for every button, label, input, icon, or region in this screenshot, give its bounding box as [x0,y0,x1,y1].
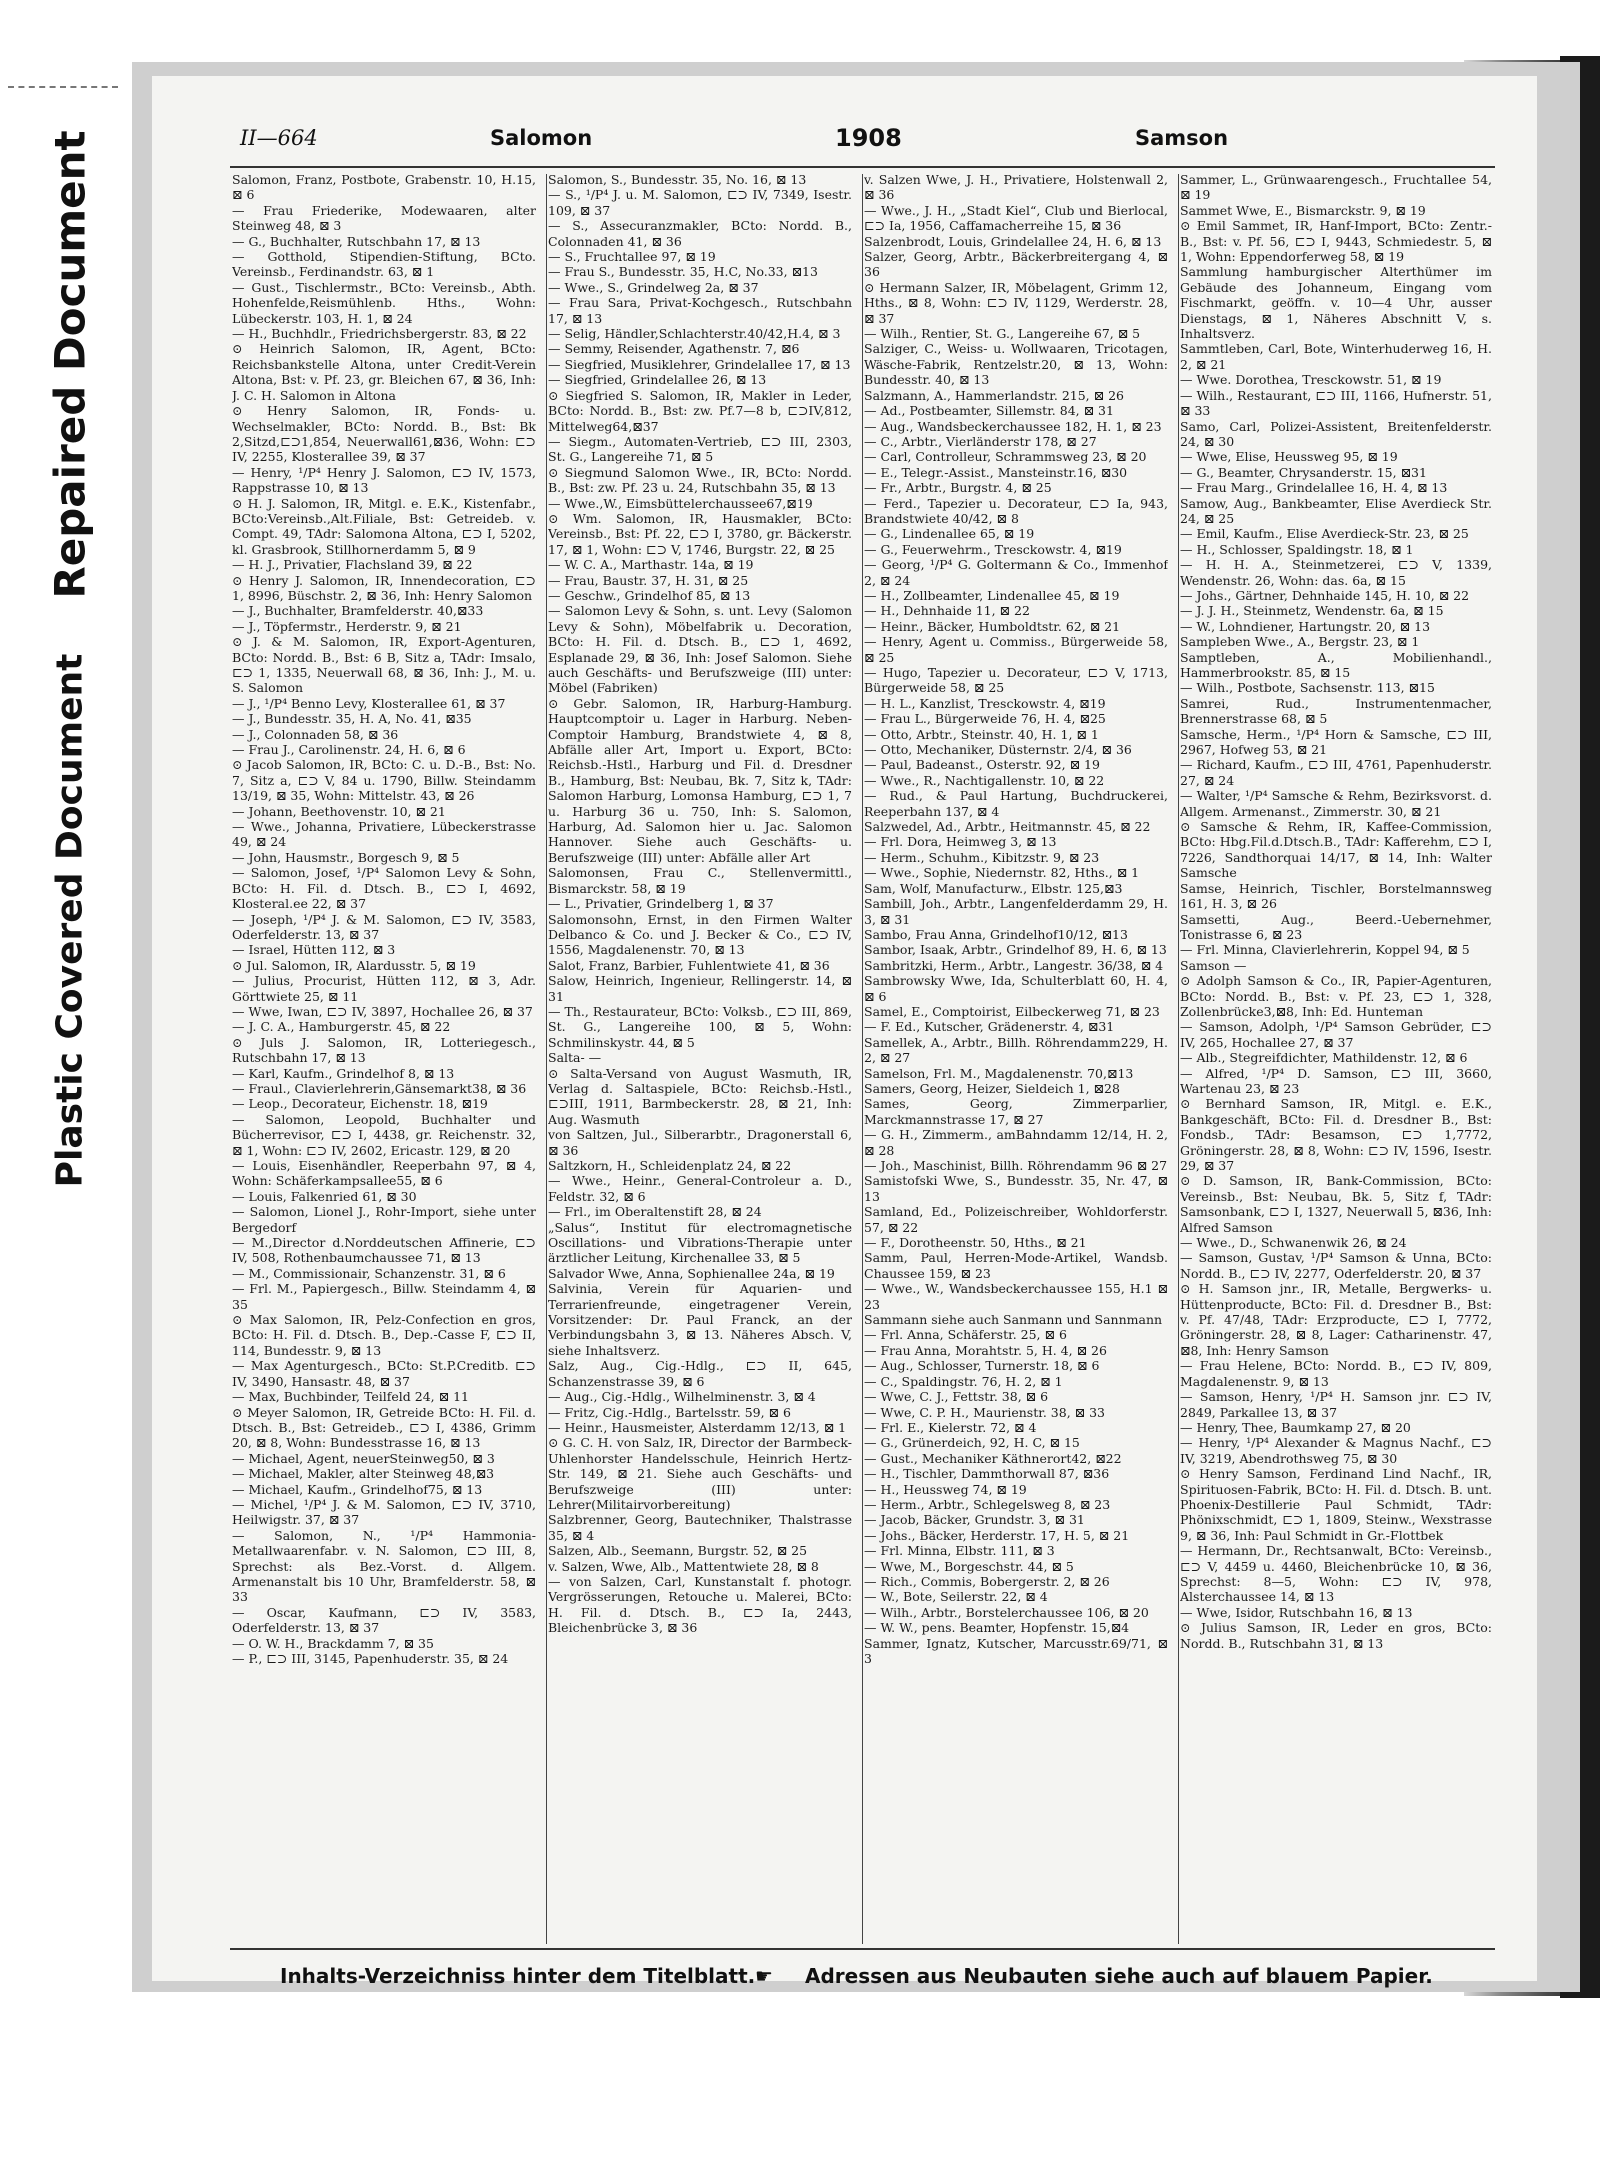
directory-entry: Sambor, Isaak, Arbtr., Grindelhof 89, H. 6, ⊠ 13 [864,942,1167,958]
directory-entry: ⊙ Siegmund Salomon Wwe., IR, BCto: Nordd. B., Bst: zw. Pf. 23 u. 24, Rutschbahn 35, ⊠ 13 [548,464,852,496]
directory-entry: — G., Lindenallee 65, ⊠ 19 [864,526,1035,542]
directory-entry: — J., Colonnaden 58, ⊠ 36 [232,726,399,742]
directory-entry: — Siegfried, Musiklehrer, Grindelallee 17, ⊠ 13 [548,356,851,372]
directory-entry: ⊙ Henry Salomon, IR, Fonds- u. Wechselmakler, BCto: Nordd. B., Bst: Bk 2,Sitzd,⊏⊃1,854, Neuerwall61,⊠36, Wohn: ⊏⊃ IV, 2255, Klosterallee 39, ⊠ 37 [232,403,536,465]
directory-entry: — Johs., Bäcker, Herderstr. 17, H. 5, ⊠ 21 [864,1527,1130,1543]
directory-entry: — Henry, ¹/P⁴ Henry J. Salomon, ⊏⊃ IV, 1573, Rappstrasse 10, ⊠ 13 [232,464,536,496]
directory-entry: Salomonsohn, Ernst, in den Firmen Walter Delbanco & Co. und J. Becker & Co., ⊏⊃ IV, 1556, Magdalenenstr. 70, ⊠ 13 [548,911,852,958]
directory-entry: — Heinr., Bäcker, Humboldtstr. 62, ⊠ 21 [864,618,1121,634]
directory-entry: Salta- — [548,1050,602,1066]
footer-left-text: Inhalts-Verzeichniss hinter dem Titelblatt. [280,1964,756,1988]
directory-entry: Samow, Aug., Bankbeamter, Elise Averdieck Str. 24, ⊠ 25 [1180,495,1492,526]
directory-entry: — Otto, Arbtr., Steinstr. 40, H. 1, ⊠ 1 [864,726,1099,742]
directory-entry: — Wwe. Dorothea, Tresckowstr. 51, ⊠ 19 [1180,372,1442,388]
directory-entry: ⊙ Henry Samson, Ferdinand Lind Nachf., IR, Spirituosen-Fabrik, BCto: H. Fil. d. Dtsch. B. unt. Phoenix-Destillerie Paul Schmidt, TAdr: Phönixschmidt, ⊏⊃ 1, 1809, Steinw., Wexstrasse 9, ⊠ 36, Inh: Paul Schmidt in Gr.-Flottbek [1180,1466,1492,1543]
directory-entry: — Frau Anna, Morahtstr. 5, H. 4, ⊠ 26 [864,1342,1107,1358]
directory-entry: Samson — [1180,957,1247,973]
directory-entry: — Herm., Arbtr., Schlegelsweg 8, ⊠ 23 [864,1496,1111,1512]
directory-entry: — H., Tischler, Dammthorwall 87, ⊠36 [864,1466,1110,1482]
directory-entry: — Gust., Tischlermstr., BCto: Vereinsb., Abth. Hohenfelde,Reismühlenb. Hths., Wohn: Lübeckerstr. 103, H. 1, ⊠ 24 [232,279,536,326]
directory-columns [232,172,1496,1944]
directory-entry: ⊙ Henry J. Salomon, IR, Innendecoration, ⊏⊃ 1, 8996, Büschstr. 2, ⊠ 36, Inh: Henry Salomon [232,572,536,603]
directory-entry: — M.,Director d.Norddeutschen Affinerie, ⊏⊃ IV, 508, Rothenbaumchaussee 71, ⊠ 13 [232,1235,536,1266]
page-header [240,124,1485,158]
directory-entry: — Wwe., Heinr., General-Controleur a. D., Feldstr. 32, ⊠ 6 [548,1173,852,1204]
pointing-hand-icon: ☛ [755,1964,773,1988]
directory-entry: Samers, Georg, Heizer, Sieldeich 1, ⊠28 [864,1080,1120,1096]
directory-entry: — Joh., Maschinist, Billh. Röhrendamm 96 ⊠ 27 [864,1158,1168,1173]
directory-entry: — Wwe, Elise, Heussweg 95, ⊠ 19 [1180,449,1398,465]
directory-entry: — Rud., & Paul Hartung, Buchdruckerei, Reeperbahn 137, ⊠ 4 [864,788,1168,819]
side-strip [0,0,120,2177]
directory-entry: Sammann siehe auch Sanmann und Sannmann [864,1312,1163,1328]
directory-entry: — Fr., Arbtr., Burgstr. 4, ⊠ 25 [864,480,1052,496]
directory-entry: ⊙ Heinrich Salomon, IR, Agent, BCto: Reichsbankstelle Altona, unter Credit-Verein Altona, Bst: v. Pf. 23, gr. Bleichen 67, ⊠ 36, Inh: J. C. H. Salomon in Altona [232,341,536,403]
directory-entry: ⊙ H. J. Salomon, IR, Mitgl. e. E.K., Kistenfabr., BCto:Vereinsb.,Alt.Filiale, Bst: Getreideb. v. Compt. 49, TAdr: Salomona Altona, ⊏⊃ I, 5202, kl. Grasbrook, Stillhornerdamm 5, ⊠ 9 [232,495,536,557]
directory-entry: — Wwe., Sophie, Niedernstr. 82, Hths., ⊠ 1 [864,865,1140,881]
directory-entry: — Aug., Schlosser, Turnerstr. 18, ⊠ 6 [864,1358,1100,1374]
directory-entry: — Alfred, ¹/P⁴ D. Samson, ⊏⊃ III, 3660, Wartenau 23, ⊠ 23 [1180,1065,1492,1096]
directory-entry: ⊙ Bernhard Samson, IR, Mitgl. e. E.K., Bankgeschäft, BCto: Fil. d. Dresdner B., Bst: Fondsb., TAdr: Besamson, ⊏⊃ 1,7772, Gröningerstr. 28, ⊠ 8, Wohn: ⊏⊃ IV, 1596, Isestr. 29, ⊠ 37 [1180,1096,1492,1173]
directory-entry: Samland, Ed., Polizeischreiber, Wohldorferstr. 57, ⊠ 22 [864,1204,1168,1235]
directory-entry: Saltzkorn, H., Schleidenplatz 24, ⊠ 22 [548,1158,792,1173]
directory-entry: — Herm., Schuhm., Kibitzstr. 9, ⊠ 23 [864,849,1100,865]
directory-entry: — von Salzen, Carl, Kunstanstalt f. photogr. Vergrösserungen, Retouche u. Malerei, BCto: H. Fil. d. Dtsch. B., ⊏⊃ Ia, 2443, Bleichenbrücke 3, ⊠ 36 [548,1573,852,1636]
directory-entry: — G., Buchhalter, Rutschbahn 17, ⊠ 13 [232,233,481,249]
directory-entry: — Samson, Gustav, ¹/P⁴ Samson & Unna, BCto: Nordd. B., ⊏⊃ IV, 2277, Oderfelderstr. 20, ⊠ 37 [1180,1250,1492,1281]
directory-entry: — G., Grünerdeich, 92, H. C, ⊠ 15 [864,1435,1080,1451]
directory-entry: Sammtleben, Carl, Bote, Winterhuderweg 16, H. 2, ⊠ 21 [1180,341,1492,372]
directory-entry: ⊙ Siegfried S. Salomon, IR, Makler in Leder, BCto: Nordd. B., Bst: zw. Pf.7—8 b, ⊏⊃IV,812, Mittelweg64,⊠37 [548,387,852,434]
directory-entry: — Leop., Decorateur, Eichenstr. 18, ⊠19 [232,1096,488,1112]
directory-entry: — F. Ed., Kutscher, Grädenerstr. 4, ⊠31 [864,1019,1115,1035]
directory-entry: Salvinia, Verein für Aquarien- und Terrarienfreunde, eingetragener Verein, Vorsitzender: Dr. Paul Franck, an der Verbindungsbahn 3, ⊠ 13. Näheres Absch. V, siehe Inhaltsverz. [548,1281,852,1358]
directory-entry: — J., Bundesstr. 35, H. A, No. 41, ⊠35 [232,711,472,727]
directory-entry: ⊙ Emil Sammet, IR, Hanf-Import, BCto: Zentr.-B., Bst: v. Pf. 56, ⊏⊃ I, 9443, Schmiedestr. 5, ⊠ 1, Wohn: Eppendorferweg 58, ⊠ 19 [1180,218,1492,265]
directory-entry: — Salomon, Lionel J., Rohr-Import, siehe unter Bergedorf [232,1204,536,1235]
directory-entry: — Paul, Badeanst., Osterstr. 92, ⊠ 19 [864,757,1100,773]
directory-entry: — Emil, Kaufm., Elise Averdieck-Str. 23, ⊠ 25 [1180,526,1469,542]
side-label-bottom: Plastic Covered Document [49,653,91,1187]
directory-entry: — O. W. H., Brackdamm 7, ⊠ 35 [232,1635,434,1651]
directory-entry: ⊙ D. Samson, IR, Bank-Commission, BCto: Vereinsb., Bst: Neubau, Bk. 5, Sitz f, TAdr: Samsonbank, ⊏⊃ I, 1327, Neuerwall 5, ⊠36, Inh: Alfred Samson [1180,1173,1492,1235]
directory-entry: Salzmann, A., Hammerlandstr. 215, ⊠ 26 [864,387,1124,403]
directory-entry: — Frau Sara, Privat-Kochgesch., Rutschbahn 17, ⊠ 13 [548,295,852,326]
directory-entry: — J., Töpfermstr., Herderstr. 9, ⊠ 21 [232,618,462,634]
directory-entry: — Julius, Procurist, Hütten 112, ⊠ 3, Adr. Görttwiete 25, ⊠ 11 [232,973,536,1004]
directory-entry: — Wwe, Isidor, Rutschbahn 16, ⊠ 13 [1180,1604,1413,1620]
directory-entry: Sambrowsky Wwe, Ida, Schulterblatt 60, H. 4, ⊠ 6 [864,973,1168,1004]
directory-entry: ⊙ H. Samson jnr., IR, Metalle, Bergwerks- u. Hüttenproducte, BCto: Fil. d. Dresdner B., Bst: v. Pf. 47/48, TAdr: Erzproducte, ⊏⊃ I, 7772, Gröningerstr. 28, ⊠ 8, Lager: Catharinenstr. 47, ⊠8, Inh: Henry Samson [1180,1281,1492,1358]
directory-entry: — Frau Marg., Grindelallee 16, H. 4, ⊠ 13 [1180,480,1448,496]
directory-entry: — Wwe, Iwan, ⊏⊃ IV, 3897, Hochallee 26, ⊠ 37 [232,1003,533,1019]
directory-entry: Samellek, A., Arbtr., Billh. Röhrendamm229, H. 2, ⊠ 27 [864,1034,1168,1066]
directory-entry: Samse, Heinrich, Tischler, Borstelmannsweg 161, H. 3, ⊠ 26 [1180,880,1492,912]
directory-entry: — Henry, Agent u. Commiss., Bürgerweide 58, ⊠ 25 [864,634,1168,665]
directory-entry: — Rich., Commis, Bobergerstr. 2, ⊠ 26 [864,1573,1110,1589]
directory-entry: — Michel, ¹/P⁴ J. & M. Salomon, ⊏⊃ IV, 3710, Heilwigstr. 37, ⊠ 37 [232,1496,536,1528]
directory-entry: „Salus“, Institut für electromagnetische Oscillations- und Vibrations-Therapie unter ärztlicher Leitung, Kirchenallee 33, ⊠ 5 [548,1219,852,1266]
directory-entry: ⊙ Samsche & Rehm, IR, Kaffee-Commission, BCto: Hbg.Fil.d.Dtsch.B., TAdr: Kafferehm, ⊏⊃ I, 7226, Sandthorquai 14/17, ⊠ 14, Inh: Walter Samsche [1180,819,1492,881]
directory-entry: — Salomon, N., ¹/P⁴ Hammonia-Metallwaarenfabr. v. N. Salomon, ⊏⊃ III, 8, Sprechst: als Bez.-Vorst. d. Allgem. Armenanstalt bis 10 Uhr, Bramfelderstr. 58, ⊠ 33 [232,1527,536,1605]
directory-entry: — J., ¹/P⁴ Benno Levy, Klosterallee 61, ⊠ 37 [232,695,506,711]
column-1 [232,172,536,1944]
directory-entry: ⊙ Meyer Salomon, IR, Getreide BCto: H. Fil. d. Dtsch. B., Bst: Getreideb., ⊏⊃ I, 4386, Grimm 20, ⊠ 8, Wohn: Bundesstrasse 16, ⊠ 13 [232,1404,536,1451]
directory-entry: — Georg, ¹/P⁴ G. Goltermann & Co., Immenhof 2, ⊠ 24 [864,557,1168,588]
directory-entry: ⊙ Salta-Versand von August Wasmuth, IR, Verlag d. Saltaspiele, BCto: Reichsb.-Hstl., ⊏⊃III, 1911, Barmbeckerstr. 28, ⊠ 21, Inh: Aug. Wasmuth [548,1065,852,1127]
directory-entry: — Salomon, Josef, ¹/P⁴ Salomon Levy & Sohn, BCto: H. Fil. d. Dtsch. B., ⊏⊃ I, 4692, Klosteral.ee 22, ⊠ 37 [232,865,536,912]
directory-entry: Salomon, S., Bundesstr. 35, No. 16, ⊠ 13 [548,172,807,187]
directory-entry: — Michael, Makler, alter Steinweg 48,⊠3 [232,1466,495,1482]
directory-entry: — J. J. H., Steinmetz, Wendenstr. 6a, ⊠ 15 [1180,603,1444,619]
footer-rule [230,1948,1495,1950]
directory-entry: — Siegm., Automaten-Vertrieb, ⊏⊃ III, 2303, St. G., Langereihe 71, ⊠ 5 [548,433,852,465]
directory-entry: Sambritzki, Herm., Arbtr., Langestr. 36/38, ⊠ 4 [864,957,1164,973]
directory-entry: — W., Lohndiener, Hartungstr. 20, ⊠ 13 [1180,618,1431,634]
directory-entry: Salzer, Georg, Arbtr., Bäckerbreitergang 4, ⊠ 36 [864,249,1168,280]
directory-entry: ⊙ Hermann Salzer, IR, Möbelagent, Grimm 12, Hths., ⊠ 8, Wohn: ⊏⊃ IV, 1129, Werderstr. 28, ⊠ 37 [864,279,1168,326]
directory-entry: — Johs., Gärtner, Dehnhaide 145, H. 10, ⊠ 22 [1180,587,1470,603]
column-3 [864,172,1168,1944]
directory-entry: — Jacob, Bäcker, Grundstr. 3, ⊠ 31 [864,1512,1085,1528]
directory-entry: ⊙ G. C. H. von Salz, IR, Director der Barmbeck-Uhlenhorster Handelsschule, Heinrich Hertz-Str. 149, ⊠ 21. Siehe auch Geschäfts- und Berufszweige (III) unter: Lehrer(Militairvorbereitung) [548,1435,852,1512]
directory-entry: v. Salzen, Wwe, Alb., Mattentwiete 28, ⊠ 8 [548,1558,819,1574]
directory-entry: — Karl, Kaufm., Grindelhof 8, ⊠ 13 [232,1065,455,1081]
directory-entry: — Aug., Wandsbeckerchaussee 182, H. 1, ⊠ 23 [864,418,1162,434]
directory-entry: ⊙ Juls J. Salomon, IR, Lotteriegesch., Rutschbahn 17, ⊠ 13 [232,1034,536,1066]
page-number: II—664 [240,126,318,150]
directory-entry: Salz, Aug., Cig.-Hdlg., ⊏⊃ II, 645, Schanzenstrasse 39, ⊠ 6 [548,1358,852,1389]
directory-entry: Samm, Paul, Herren-Mode-Artikel, Wandsb. Chaussee 159, ⊠ 23 [864,1250,1168,1281]
directory-entry: — Wwe., S., Grindelweg 2a, ⊠ 37 [548,279,759,295]
directory-entry: — Salomon Levy & Sohn, s. unt. Levy (Salomon Levy & Sohn), Möbelfabrik u. Decoration, BCto: H. Fil. d. Dtsch. B., ⊏⊃ 1, 4692, Esplanade 29, ⊠ 36, Inh: Josef Salomon. Siehe auch Geschäfts- und Berufszweige (III) unter: Möbel (Fabriken) [548,603,852,696]
header-right-word: Samson [1135,126,1229,150]
directory-entry: — Wwe., R., Nachtigallenstr. 10, ⊠ 22 [864,772,1105,788]
directory-entry: — H. J., Privatier, Flachsland 39, ⊠ 22 [232,557,473,573]
column-4 [1180,172,1492,1944]
directory-entry: — Carl, Controlleur, Schrammsweg 23, ⊠ 20 [864,449,1147,465]
directory-entry: Salvador Wwe, Anna, Sophienallee 24a, ⊠ 19 [548,1265,835,1281]
directory-entry: — Heinr., Hausmeister, Alsterdamm 12/13, ⊠ 1 [548,1419,847,1435]
directory-entry: — Frau S., Bundesstr. 35, H.C, No.33, ⊠13 [548,264,818,280]
directory-entry: — Wwe., J. H., „Stadt Kiel“, Club und Bierlocal, ⊏⊃ Ia, 1956, Caffamacherreihe 15, ⊠ 36 [864,202,1168,234]
directory-entry: Sames, Georg, Zimmerparlier, Marckmannstrasse 17, ⊠ 27 [864,1096,1168,1127]
directory-entry: ⊙ Julius Samson, IR, Leder en gros, BCto: Nordd. B., Rutschbahn 31, ⊠ 13 [1180,1620,1492,1651]
directory-entry: Samel, E., Comptoirist, Eilbeckerweg 71, ⊠ 23 [864,1003,1160,1019]
directory-entry: ⊙ Max Salomon, IR, Pelz-Confection en gros, BCto: H. Fil. d. Dtsch. B., Dep.-Casse F, ⊏⊃ II, 114, Bundesstr. 9, ⊠ 13 [232,1312,536,1358]
directory-entry: — Hermann, Dr., Rechtsanwalt, BCto: Vereinsb., ⊏⊃ V, 4459 u. 4460, Bleichenbrücke 10, ⊠ 36, Sprechst: 8—5, Wohn: ⊏⊃ IV, 978, Alsterchaussee 14, ⊠ 13 [1180,1543,1492,1605]
directory-entry: — H. L., Kanzlist, Tresckowstr. 4, ⊠19 [864,695,1106,711]
directory-entry: — Henry, Thee, Baumkamp 27, ⊠ 20 [1180,1419,1411,1435]
header-left-word: Salomon [490,126,593,150]
directory-entry: Sammlung hamburgischer Alterthümer im Gebäude des Johanneum, Eingang vom Fischmarkt, geöffn. v. 10—4 Uhr, ausser Dienstags, ⊠ 1, Näheres Abschnitt V, s. Inhaltsverz. [1180,264,1492,342]
directory-entry: — J. C. A., Hamburgerstr. 45, ⊠ 22 [232,1019,451,1035]
directory-entry: Salzenbrodt, Louis, Grindelallee 24, H. 6, ⊠ 13 [864,233,1162,249]
directory-entry: Samelson, Frl. M., Magdalenenstr. 70,⊠13 [864,1065,1134,1081]
directory-entry: — John, Hausmstr., Borgesch 9, ⊠ 5 [232,849,460,865]
directory-entry: ⊙ Jacob Salomon, IR, BCto: C. u. D.-B., Bst: No. 7, Sitz a, ⊏⊃ V, 84 u. 1790, Billw. Steindamm 13/19, ⊠ 35, Wohn: Mittelstr. 43, ⊠ 26 [232,757,536,804]
directory-entry: — Louis, Eisenhändler, Reeperbahn 97, ⊠ 4, Wohn: Schäferkampsallee55, ⊠ 6 [232,1158,536,1189]
directory-entry: — Walter, ¹/P⁴ Samsche & Rehm, Bezirksvorst. d. Allgem. Armenanst., Zimmerstr. 30, ⊠ 21 [1180,788,1492,819]
footer-right-text: Adressen aus Neubauten siehe auch auf blauem Papier. [805,1964,1433,1988]
column-2 [548,172,852,1944]
directory-entry: — S., Fruchtallee 97, ⊠ 19 [548,249,716,265]
directory-entry: — M., Commissionair, Schanzenstr. 31, ⊠ 6 [232,1265,506,1281]
directory-entry: — Semmy, Reisender, Agathenstr. 7, ⊠6 [548,341,800,357]
directory-entry: Salzen, Alb., Seemann, Burgstr. 52, ⊠ 25 [548,1543,808,1559]
directory-entry: — Ad., Postbeamter, Sillemstr. 84, ⊠ 31 [864,403,1114,419]
directory-entry: von Saltzen, Jul., Silberarbtr., Dragonerstall 6, ⊠ 36 [548,1127,852,1158]
directory-entry: — Frl. Anna, Schäferstr. 25, ⊠ 6 [864,1327,1067,1343]
directory-entry: — Frl. M., Papiergesch., Billw. Steindamm 4, ⊠ 35 [232,1281,536,1312]
directory-entry: — Max, Buchbinder, Teilfeld 24, ⊠ 11 [232,1389,469,1405]
directory-entry: — Frau, Baustr. 37, H. 31, ⊠ 25 [548,572,749,588]
directory-entry: Samistofski Wwe, S., Bundesstr. 35, Nr. 47, ⊠ 13 [864,1173,1168,1204]
directory-entry: — H., Dehnhaide 11, ⊠ 22 [864,603,1030,619]
directory-entry: — L., Privatier, Grindelberg 1, ⊠ 37 [548,896,774,912]
directory-entry: — Wwe.,W., Eimsbüttelerchaussee67,⊠19 [548,495,813,511]
directory-entry: — Wwe, C. J., Fettstr. 38, ⊠ 6 [864,1389,1049,1405]
directory-entry: — C., Arbtr., Vierländerstr 178, ⊠ 27 [864,433,1097,449]
directory-entry: — Samson, Adolph, ¹/P⁴ Samson Gebrüder, ⊏⊃ IV, 265, Hochallee 27, ⊠ 37 [1180,1019,1492,1050]
directory-entry: — Wilh., Postbote, Sachsenstr. 113, ⊠15 [1180,680,1435,696]
directory-entry: ⊙ Adolph Samson & Co., IR, Papier-Agenturen, BCto: Nordd. B., Bst: v. Pf. 23, ⊏⊃ 1, 328, Zollenbrücke3,⊠8, Inh: Ed. Hunteman [1180,973,1492,1019]
directory-entry: — W. C. A., Marthastr. 14a, ⊠ 19 [548,557,754,573]
header-rule [230,166,1495,168]
directory-entry: — Frl. E., Kielerstr. 72, ⊠ 4 [864,1419,1037,1435]
directory-entry: — Henry, ¹/P⁴ Alexander & Magnus Nachf., ⊏⊃ IV, 3219, Abendrothsweg 75, ⊠ 30 [1180,1435,1492,1466]
directory-entry: — Fritz, Cig.-Hdlg., Bartelsstr. 59, ⊠ 6 [548,1404,791,1420]
directory-entry: — H. H. A., Steinmetzerei, ⊏⊃ V, 1339, Wendenstr. 26, Wohn: das. 6a, ⊠ 15 [1180,557,1492,588]
directory-entry: — J., Buchhalter, Bramfelderstr. 40,⊠33 [232,603,484,619]
directory-entry: — E., Telegr.-Assist., Mansteinstr.16, ⊠30 [864,464,1128,480]
directory-entry: — Wilh., Restaurant, ⊏⊃ III, 1166, Hufnerstr. 51, ⊠ 33 [1180,387,1492,419]
directory-entry: — Wwe, M., Borgeschstr. 44, ⊠ 5 [864,1558,1074,1574]
directory-entry: — Wwe., W., Wandsbeckerchaussee 155, H.1 ⊠ 23 [864,1281,1168,1312]
dashed-divider [8,86,118,88]
header-year: 1908 [835,124,902,152]
directory-entry: — Frl. Minna, Elbstr. 111, ⊠ 3 [864,1543,1055,1559]
directory-entry: — Oscar, Kaufmann, ⊏⊃ IV, 3583, Oderfelderstr. 13, ⊠ 37 [232,1604,536,1636]
directory-entry: — Frl., im Oberaltenstift 28, ⊠ 24 [548,1204,762,1220]
directory-entry: — Fraul., Clavierlehrerin,Gänsemarkt38, ⊠ 36 [232,1080,527,1096]
directory-entry: — Wilh., Rentier, St. G., Langereihe 67, ⊠ 5 [864,326,1141,342]
directory-entry: — Louis, Falkenried 61, ⊠ 30 [232,1188,417,1204]
directory-entry: — Otto, Mechaniker, Düsternstr. 2/4, ⊠ 36 [864,742,1132,758]
directory-entry: — P., ⊏⊃ III, 3145, Papenhuderstr. 35, ⊠ 24 [232,1651,509,1666]
directory-entry: — Wwe, C. P. H., Maurienstr. 38, ⊠ 33 [864,1404,1105,1420]
directory-entry: Samsetti, Aug., Beerd.-Uebernehmer, Tonistrasse 6, ⊠ 23 [1180,911,1492,942]
directory-entry: — Michael, Kaufm., Grindelhof75, ⊠ 13 [232,1481,483,1497]
directory-entry: — G., Feuerwehrm., Tresckowstr. 4, ⊠19 [864,541,1122,557]
directory-entry: ⊙ J. & M. Salomon, IR, Export-Agenturen, BCto: Nordd. B., Bst: 6 B, Sitz a, TAdr: Imsalo, ⊏⊃ 1, 1335, Neuerwall 68, ⊠ 36, Inh: J., M. u. S. Salomon [232,634,536,696]
directory-entry: v. Salzen Wwe, J. H., Privatiere, Holstenwall 2, ⊠ 36 [864,172,1168,203]
directory-entry: — Frau Friederike, Modewaaren, alter Steinweg 48, ⊠ 3 [232,202,536,234]
directory-entry: — Frl. Dora, Heimweg 3, ⊠ 13 [864,834,1057,850]
directory-entry: ⊙ Wm. Salomon, IR, Hausmakler, BCto: Vereinsb., Bst: Pf. 22, ⊏⊃ I, 3780, gr. Bäckerstr. 17, ⊠ 1, Wohn: ⊏⊃ V, 1746, Burgstr. 22, ⊠ 25 [548,510,852,557]
directory-entry: — Frau L., Bürgerweide 76, H. 4, ⊠25 [864,711,1106,727]
directory-entry: — Michael, Agent, neuerSteinweg50, ⊠ 3 [232,1450,495,1466]
directory-entry: Salomonsen, Frau C., Stellenvermittl., Bismarckstr. 58, ⊠ 19 [548,865,852,896]
directory-entry: Sammet Wwe, E., Bismarckstr. 9, ⊠ 19 [1180,202,1426,218]
directory-entry: — S., Assecuranzmakler, BCto: Nordd. B., Colonnaden 41, ⊠ 36 [548,218,852,249]
directory-entry: — Max Agenturgesch., BCto: St.P.Creditb. ⊏⊃ IV, 3490, Hansastr. 48, ⊠ 37 [232,1358,536,1389]
directory-entry: — Frl. Minna, Clavierlehrerin, Koppel 94, ⊠ 5 [1180,942,1470,958]
directory-entry: — Frau J., Carolinenstr. 24, H. 6, ⊠ 6 [232,742,466,758]
directory-entry: — C., Spaldingstr. 76, H. 2, ⊠ 1 [864,1373,1063,1389]
directory-entry: Samrei, Rud., Instrumentenmacher, Brennerstrasse 68, ⊠ 5 [1180,695,1492,727]
directory-entry: — Selig, Händler,Schlachterstr.40/42,H.4, ⊠ 3 [548,326,841,342]
directory-entry: — Frau Helene, BCto: Nordd. B., ⊏⊃ IV, 809, Magdalenenstr. 9, ⊠ 13 [1180,1358,1492,1389]
directory-entry: Sambo, Frau Anna, Grindelhof10/12, ⊠13 [864,926,1128,942]
directory-entry: — Gust., Mechaniker Käthnerort42, ⊠22 [864,1450,1122,1466]
directory-entry: Salot, Franz, Barbier, Fuhlentwiete 41, ⊠ 36 [548,957,830,973]
page-footer [240,1962,1485,1992]
directory-entry: Sambill, Joh., Arbtr., Langenfelderdamm 29, H. 3, ⊠ 31 [864,896,1168,927]
directory-entry: — Salomon, Leopold, Buchhalter und Bücherrevisor, ⊏⊃ I, 4438, gr. Reichenstr. 32, ⊠ 1, Wohn: ⊏⊃ IV, 2602, Ericastr. 129, ⊠ 20 [232,1111,536,1158]
directory-entry: — Joseph, ¹/P⁴ J. & M. Salomon, ⊏⊃ IV, 3583, Oderfelderstr. 13, ⊠ 37 [232,911,536,942]
directory-entry: Samptleben, A., Mobilienhandl., Hammerbrookstr. 85, ⊠ 15 [1180,649,1492,680]
directory-entry: Samo, Carl, Polizei-Assistent, Breitenfelderstr. 24, ⊠ 30 [1180,418,1492,449]
directory-entry: Samsche, Herm., ¹/P⁴ Horn & Samsche, ⊏⊃ III, 2967, Hofweg 53, ⊠ 21 [1180,726,1492,758]
directory-entry: Salzbrenner, Georg, Bautechniker, Thalstrasse 35, ⊠ 4 [548,1512,852,1543]
directory-entry: — Samson, Henry, ¹/P⁴ H. Samson jnr. ⊏⊃ IV, 2849, Parkallee 13, ⊠ 37 [1180,1389,1492,1420]
directory-entry: — G., Beamter, Chrysanderstr. 15, ⊠31 [1180,464,1427,480]
directory-entry: — H., Schlosser, Spaldingstr. 18, ⊠ 1 [1180,541,1414,557]
directory-entry: Salow, Heinrich, Ingenieur, Rellingerstr. 14, ⊠ 31 [548,973,852,1004]
directory-entry: Sammer, Ignatz, Kutscher, Marcusstr.69/71, ⊠ 3 [864,1635,1168,1666]
directory-entry: — Richard, Kaufm., ⊏⊃ III, 4761, Papenhuderstr. 27, ⊠ 24 [1180,757,1492,788]
side-label-top: Repaired Document [45,129,95,599]
directory-entry: Sammer, L., Grünwaarengesch., Fruchtallee 54, ⊠ 19 [1180,172,1492,203]
directory-entry: — Israel, Hütten 112, ⊠ 3 [232,942,396,958]
directory-entry: — H., Zollbeamter, Lindenallee 45, ⊠ 19 [864,587,1120,603]
directory-entry: — G. H., Zimmerm., amBahndamm 12/14, H. 2, ⊠ 28 [864,1127,1168,1158]
directory-entry: — Alb., Stegreifdichter, Mathildenstr. 12, ⊠ 6 [1180,1050,1468,1066]
directory-entry: — Aug., Cig.-Hdlg., Wilhelminenstr. 3, ⊠ 4 [548,1389,816,1405]
directory-entry: — Wwe., Johanna, Privatiere, Lübeckerstrasse 49, ⊠ 24 [232,819,536,850]
directory-entry: — Gotthold, Stipendien-Stiftung, BCto. Vereinsb., Ferdinandstr. 63, ⊠ 1 [232,249,536,280]
directory-entry: Sam, Wolf, Manufacturw., Elbstr. 125,⊠3 [864,880,1123,896]
directory-entry: — H., Heussweg 74, ⊠ 19 [864,1481,1027,1497]
directory-entry: Salzwedel, Ad., Arbtr., Heitmannstr. 45, ⊠ 22 [864,819,1151,835]
directory-entry: — F., Dorotheenstr. 50, Hths., ⊠ 21 [864,1235,1087,1251]
directory-entry: — W., Bote, Seilerstr. 22, ⊠ 4 [864,1589,1048,1605]
directory-entry: — Geschw., Grindelhof 85, ⊠ 13 [548,587,751,603]
directory-entry: ⊙ Jul. Salomon, IR, Alardusstr. 5, ⊠ 19 [232,957,476,973]
directory-entry: Sampleben Wwe., A., Bergstr. 23, ⊠ 1 [1180,634,1420,650]
directory-entry: — Johann, Beethovenstr. 10, ⊠ 21 [232,803,446,819]
directory-entry: — H., Buchhdlr., Friedrichsbergerstr. 83, ⊠ 22 [232,326,527,342]
directory-entry: — Ferd., Tapezier u. Decorateur, ⊏⊃ Ia, 943, Brandstwiete 40/42, ⊠ 8 [864,495,1168,526]
directory-entry: — S., ¹/P⁴ J. u. M. Salomon, ⊏⊃ IV, 7349, Isestr. 109, ⊠ 37 [548,187,852,218]
directory-entry: — Siegfried, Grindelallee 26, ⊠ 13 [548,372,767,388]
directory-entry: — Wwe., D., Schwanenwik 26, ⊠ 24 [1180,1235,1407,1251]
directory-entry: — Hugo, Tapezier u. Decorateur, ⊏⊃ V, 1713, Bürgerweide 58, ⊠ 25 [864,665,1168,696]
directory-entry: Salomon, Franz, Postbote, Grabenstr. 10, H.15, ⊠ 6 [232,172,536,203]
directory-entry: — W. W., pens. Beamter, Hopfenstr. 15,⊠4 [864,1620,1130,1636]
directory-entry: ⊙ Gebr. Salomon, IR, Harburg-Hamburg. Hauptcomptoir u. Lager in Harburg. Neben-Comptoir Hamburg, Brandstwiete 4, ⊠ 8, Abfälle aller Art, Import u. Export, BCto: Reichsb.-Hstl., Harburg und Fil. d. Dresdner B., Hamburg, Bst: Neubau, Bk. 7, Sitz k, TAdr: Salomon Harburg, Lomonsa Hamburg, ⊏⊃ 1, 7 u. Harburg 36 u. 750, Inh: S. Salomon, Harburg, Ad. Salomon hier u. Jac. Salomon Hannover. Siehe auch Geschäfts- u. Berufszweige (III) unter: Abfälle aller Art [548,695,852,865]
directory-entry: — Wilh., Arbtr., Borstelerchaussee 106, ⊠ 20 [864,1604,1149,1620]
directory-entry: Salziger, C., Weiss- u. Wollwaaren, Tricotagen, Wäsche-Fabrik, Rentzelstr.20, ⊠ 13, Wohn: Bundesstr. 40, ⊠ 13 [864,341,1168,388]
directory-entry: — Th., Restaurateur, BCto: Volksb., ⊏⊃ III, 869, St. G., Langereihe 100, ⊠ 5, Wohn: Schmilinskystr. 44, ⊠ 5 [548,1003,852,1050]
